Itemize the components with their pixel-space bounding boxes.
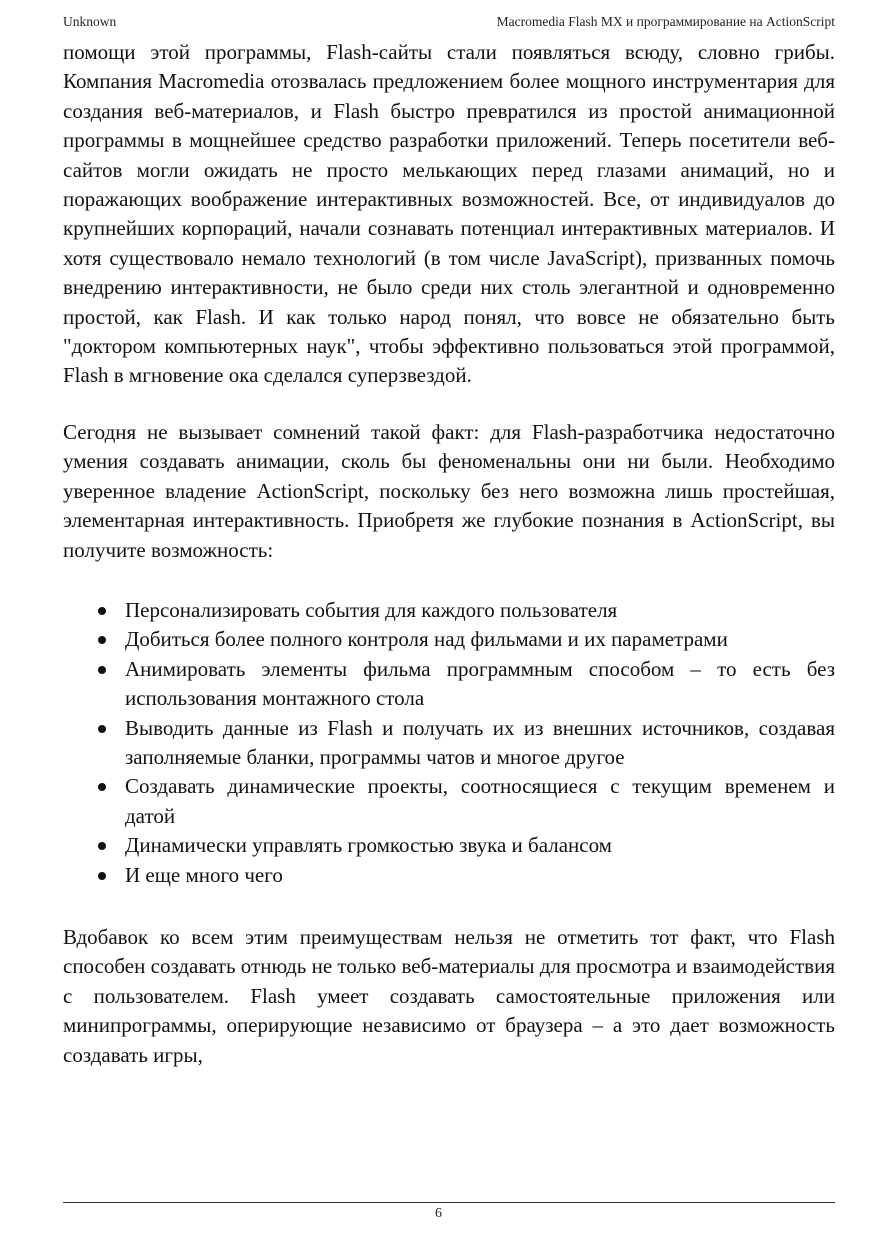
bullet-list: [63, 596, 835, 890]
paragraph-2: Сегодня не вызывает сомнений такой факт: для Flash-разработчика недостаточно умения создавать анимации, сколь бы феноменальны они ни были. Необходимо уверенное владение ActionScript, поскольку без него возможна лишь простейшая, элементарная интерактивность. Приобретя же глубокие познания в ActionScript, вы получите возможность:: [63, 419, 835, 562]
bullet-icon: [98, 725, 106, 733]
list-item-text: Динамически управлять громкостью звука и балансом: [125, 833, 612, 858]
list-item-text: Добиться более полного контроля над фильмами и их параметрами: [125, 627, 728, 652]
list-item: [63, 831, 835, 860]
list-item-text: Персонализировать события для каждого пользователя: [125, 597, 618, 622]
paragraph-3: Вдобавок ко всем этим преимуществам нельзя не отметить тот факт, что Flash способен создавать отнюдь не только веб-материалы для просмотра и взаимодействия с пользователем. Flash умеет создавать самостоятельные приложения или минипрограммы, оперирующие независимо от браузера – а это дает возможность создавать игры,: [63, 924, 835, 1067]
list-item: [63, 596, 835, 625]
list-item-text: Выводить данные из Flash и получать их из внешних источников, создавая заполняемые бланки, программы чатов и многое другое: [125, 715, 835, 769]
bullet-icon: [98, 666, 106, 674]
footer-divider: [63, 1202, 835, 1203]
page-number: 6: [435, 1206, 442, 1221]
list-item: [63, 625, 835, 654]
paragraph-1: помощи этой программы, Flash-сайты стали появляться всюду, словно грибы. Компания Macromedia отозвалась предложением более мощного инструментария для создания веб-материалов, и Flash быстро превратился из простой анимационной программы в мощнейшее средство разработки приложений. Теперь посетители веб-сайтов могли ожидать не просто мелькающих перед глазами анимаций, но и поражающих воображение интерактивных возможностей. Все, от индивидуалов до крупнейших корпораций, начали сознавать потенциал интерактивных материалов. И хотя существовало немало технологий (в том числе JavaScript), призванных помочь внедрению интерактивности, не было среди них столь элегантной и одновременно простой, как Flash. И как только народ понял, что вовсе не обязательно быть "доктором компьютерных наук", чтобы эффективно пользоваться этой программой, Flash в мгновение ока сделался суперзвездой.: [63, 40, 835, 388]
bullet-icon: [98, 872, 106, 880]
header-book-title: Macromedia Flash MX и программирование на ActionScript: [496, 14, 835, 29]
list-item: [63, 772, 835, 831]
list-item: [63, 714, 835, 773]
list-item-text: Анимировать элементы фильма программным способом – то есть без использования монтажного стола: [125, 656, 835, 711]
list-item: [63, 655, 835, 714]
bullet-icon: [98, 636, 106, 644]
bullet-icon: [98, 783, 106, 791]
bullet-icon: [98, 607, 106, 615]
bullet-icon: [98, 842, 106, 850]
list-item-text: И еще много чего: [125, 862, 283, 887]
page-header: [63, 14, 835, 32]
list-item-text: Создавать динамические проекты, соотносящиеся с текущим временем и датой: [125, 774, 835, 828]
page-body: [63, 38, 835, 1070]
header-left-text: Unknown: [63, 14, 117, 29]
list-item: [63, 861, 835, 890]
